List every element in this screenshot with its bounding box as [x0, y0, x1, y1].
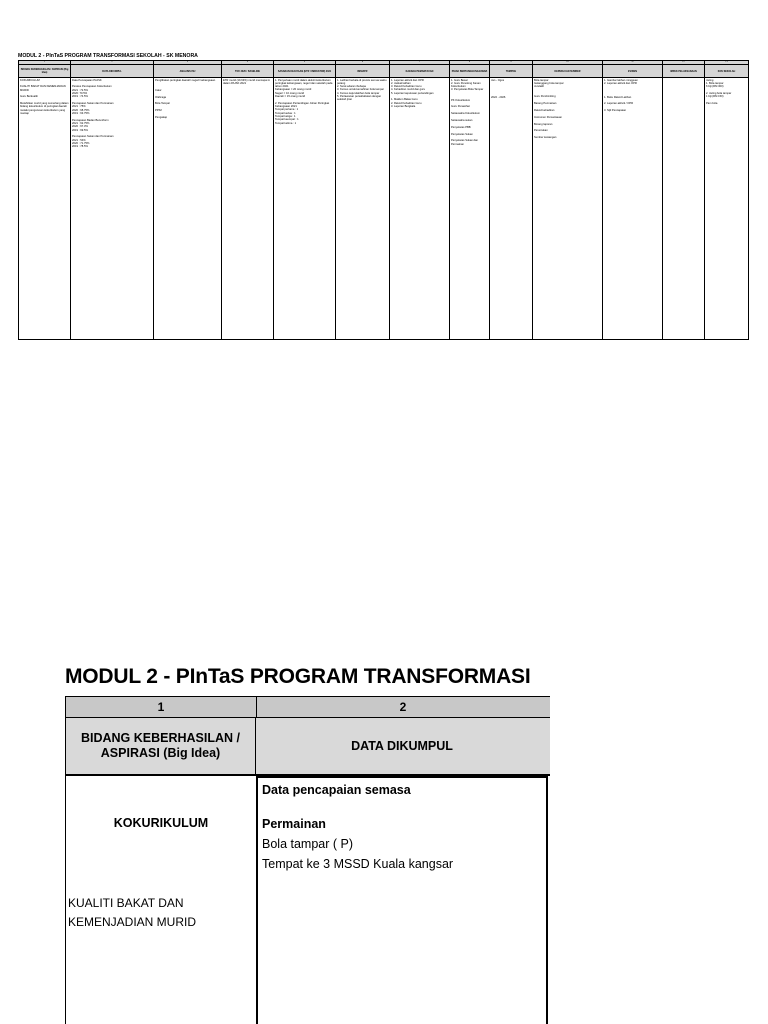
cell-text: Setiausaha Kokurikulum — [451, 112, 480, 116]
cell-text: Jan - Ogos — [491, 78, 505, 82]
cell-text: Daerah = 15 orang murid — [275, 94, 305, 98]
table-cell — [274, 78, 336, 340]
kualiti-label: KUALITI BAKAT DAN KEMENJADIAN MURID — [68, 896, 197, 929]
header-data-dikumpul: DATA DIKUMPUL — [255, 718, 548, 774]
column-header: ANALISIS ISU — [154, 65, 222, 78]
column-number: 13 — [705, 61, 749, 65]
cell-text: ETR murid (19.63%) murid mencapai A dalam PAJSK 2021 — [223, 78, 271, 85]
column-number: 12 — [663, 61, 705, 65]
cell-text: 2. Guru Penolong Kanan Kokurikulum — [451, 81, 482, 89]
cell-text: 3. Sijil Pencapaian — [604, 109, 627, 113]
cell-text: Borang laporan — [534, 122, 553, 126]
cell-text: Kebangsaan = 20 orang murid — [275, 88, 312, 92]
zoomed-title: MODUL 2 - PInTaS PROGRAM TRANSFORMASI — [65, 665, 531, 688]
column-header: DATA DIKUMPUL — [71, 65, 154, 78]
cell-text: 1. Guru Besar — [451, 78, 468, 82]
table-cell — [533, 78, 603, 340]
data-line: Data pencapaian semasa — [262, 783, 411, 797]
cell-text: Pam bola — [706, 101, 718, 105]
table-cell — [603, 78, 663, 340]
document-title: MODUL 2 - PInTaS PROGRAM TRANSFORMASI SEKOLAH - SK MENORA — [18, 53, 198, 59]
cell-text: Peratus Pencapaian Kokurikulum — [72, 85, 112, 89]
cell-text: 5. Laporan keputusan pertandingan — [391, 91, 434, 95]
cell-text: 2020 : 67.3% — [72, 125, 88, 129]
zoomed-view — [65, 662, 550, 1024]
cell-text: 1. Gambar latihan mingguan — [604, 78, 638, 82]
cell-text: 2021 : 54% — [72, 138, 86, 142]
cell-text: Guru Pembimbing — [534, 95, 556, 99]
cell-text: 2022 - 2026 — [491, 95, 506, 99]
cell-text: 2. Surat edaran ibubapa — [337, 85, 366, 89]
table-cell — [71, 78, 154, 340]
column-header: SASARAN KEJAYAAN (ETR / INDIKATOR) 2021 — [274, 65, 336, 78]
column-header: KEPERLUAN SUMBER — [533, 65, 603, 78]
cell-text: Bola Tampar — [155, 102, 171, 106]
cell-text: 2. Jaring bola tampar — [706, 91, 732, 95]
column-number: 2 — [256, 697, 549, 717]
cell-text: Penglibatan peringkat daerah/ negeri/ kebangsaan — [155, 78, 216, 82]
cell-text: 2020 : 68.75% — [72, 108, 90, 112]
cell-text: Guru Berkualiti — [20, 95, 38, 99]
zoomed-header-row — [65, 718, 550, 776]
cell-text: 2020 : 71.75% — [72, 141, 90, 145]
data-line: Bola tampar ( P) — [262, 837, 354, 851]
cell-text: 3. Kursus untuk kemahiran bola tampar — [337, 88, 384, 92]
cell-text: 1. Buku Rekod Latihan — [604, 95, 632, 99]
table-row — [19, 78, 749, 340]
table-cell — [490, 78, 533, 340]
cell-text: Pencapaian Sukan dan Permainan — [72, 135, 114, 139]
cell-text: 2020: 70.5% — [72, 91, 88, 95]
data-line: Permainan — [262, 817, 326, 831]
table-cell — [450, 78, 490, 340]
cell-text: 1. Bola tampar — [706, 81, 724, 85]
cell-text: Pencapaian Sukan dan Permainan — [72, 101, 114, 105]
table-cell — [154, 78, 222, 340]
cell-text: Tempat kelima : 1 — [275, 121, 297, 125]
cell-text: Penyelaras Sukan dan Permainan — [451, 139, 479, 146]
column-header: INISIATIF — [336, 65, 390, 78]
cell-text: Negeri = 10 orang murid — [275, 91, 305, 95]
cell-text: PK Kokurikulum — [451, 98, 471, 102]
cell-text: Olahraga — [155, 95, 167, 99]
cell-text: Instrumen Pemantauan — [534, 115, 562, 119]
column-header: IMPAK PELAKSANAAN — [663, 65, 705, 78]
cell-text: 1. Maklum Balas Guru — [391, 98, 418, 102]
column-number: 6 — [336, 61, 390, 65]
cell-text: Tempat pertama : 1 — [275, 108, 299, 112]
cell-text: Jurulatih — [534, 85, 545, 89]
data-line: Tempat ke 3 MSSD Kuala kangsar — [262, 857, 454, 871]
table-cell — [336, 78, 390, 340]
cell-text: 2019 : 63.75% — [72, 111, 90, 115]
column-number: 11 — [603, 61, 663, 65]
cell-text: Tempat ketiga : 1 — [275, 114, 296, 118]
data-line — [262, 800, 542, 814]
column-number: 10 — [533, 61, 603, 65]
cell-text: 2019 : 74.5% — [72, 95, 88, 99]
cell-text: 2. Jadual latihan — [391, 81, 411, 85]
cell-text: 5. Perlawanan persahabatan dengan sekolah jiran — [337, 94, 382, 102]
column-header: EVIDEN — [603, 65, 663, 78]
header-bidang-keberhasilan: BIDANG KEBERHASILAN / ASPIRASI (Big Idea) — [65, 718, 255, 774]
column-number: 5 — [274, 61, 336, 65]
cell-text: KUALITI BAKAT DAN KEMENJADIAN MURID — [20, 85, 67, 92]
cell-text: 2021 : 75% — [72, 105, 86, 109]
cell-text: 3. Laporan Bergkala — [391, 105, 416, 109]
cell-text: Penyelaras Sukan — [451, 132, 473, 136]
cell-text: 2021 : 72.5% — [72, 88, 88, 92]
column-header: PIHAK BERTANGGUNGJAWAB — [450, 65, 490, 78]
cell-text: 2. Laporan aktiviti dan OPR — [604, 81, 637, 85]
cell-text: Penyelaras PBB — [451, 125, 471, 129]
cell-text: Bola tampar — [534, 78, 549, 82]
cell-text: Tempat kedua : 1 — [275, 111, 296, 115]
cell-text: Gelanggang bola tampar — [534, 81, 564, 85]
cell-text: KOKURIKULUM — [20, 78, 40, 82]
table-cell — [19, 78, 71, 340]
column-number: 4 — [222, 61, 274, 65]
cell-text: 1. Laporan aktiviti dan OPR — [391, 78, 424, 82]
cell-text: 3. Penyelaras Bola Tampar — [451, 88, 484, 92]
column-number: 8 — [450, 61, 490, 65]
cell-text: 1. Penyertaan murid dalam aktiviti kokurikulum peringkat kebangsaan, negeri dan sekolah pada tahun 2021 — [275, 78, 334, 89]
cell-text: 1 biji (RM 150) — [706, 95, 724, 99]
column-number: 7 — [390, 61, 450, 65]
column-number: 1 — [65, 697, 256, 717]
column-header: KAEDAH PEMANTAUAN — [390, 65, 450, 78]
cell-text: Guru Penasihat — [451, 105, 470, 109]
zoomed-table — [65, 696, 550, 1024]
table-cell — [390, 78, 450, 340]
cell-text: Data Pencapaian PAJSK — [72, 78, 102, 82]
cell-text: 2. Laporan aktiviti / OPR — [604, 102, 634, 106]
column-number: 9 — [490, 61, 533, 65]
cell-text: Pengakap — [155, 115, 168, 119]
column-header: KOS SEKOLAH — [705, 65, 749, 78]
column-header: TOV 2020 / BASELINE — [222, 65, 274, 78]
column-header: BIDANG KEBERHASILAN / ASPIRASI (Big Idea) — [19, 65, 71, 78]
column-header: TEMPOH — [490, 65, 533, 78]
zoomed-body-row — [65, 776, 550, 1024]
cell-text: 6 biji (RM 300) — [706, 85, 724, 89]
cell-text: 2019 : 69.5% — [72, 128, 88, 132]
cell-text — [664, 79, 703, 83]
cell-text: Jaring — [706, 78, 714, 82]
column-number: 3 — [154, 61, 222, 65]
table-cell — [222, 78, 274, 340]
cell-text: 1. Latihan berkala di premis semua waktu petang — [337, 78, 388, 85]
cell-text: Melahirkan murid yang cemerlang dalam bidang kokurikulum di peringkat daerah melalui pengurusan kokurikulum yang mantap — [20, 102, 70, 116]
table-cell — [663, 78, 705, 340]
zoomed-cell-data — [256, 776, 548, 1024]
column-number: 2 — [71, 61, 154, 65]
cell-text: 2021 : 62.75% — [72, 121, 90, 125]
cell-text: 2. Rekod Kehadiran Guru — [391, 101, 422, 105]
cell-text: 4. Kursus kejurulatihan bola tampar — [337, 91, 380, 95]
cell-text: Peruntukan — [534, 129, 548, 133]
spreadsheet-overview — [18, 52, 748, 340]
column-number: 1 — [19, 61, 71, 65]
zoomed-number-row — [65, 696, 550, 718]
column-header-row — [19, 65, 749, 78]
table-cell — [705, 78, 749, 340]
cell-text: Sumber kewangan — [534, 136, 557, 140]
transformation-table — [18, 60, 749, 340]
cell-text: 2019 : 78.5% — [72, 145, 88, 149]
zoomed-cell-bidang — [65, 776, 256, 1024]
kokurikulum-label: KOKURIKULUM — [113, 816, 209, 830]
cell-text: Pencapaian Badan Beruniform — [72, 118, 109, 122]
cell-text: PPIM — [155, 109, 162, 113]
cell-text: Rekod kehadiran — [534, 108, 555, 112]
cell-text: 3. Rekod Kehadiran Guru — [391, 85, 422, 89]
cell-text: 4. Kehadiran murid dan guru — [391, 88, 426, 92]
cell-text: 2. Pencapaian Pertandingan Johan Peringkat Kebangsaan 2021 — [275, 101, 330, 109]
cell-text: Catur — [155, 88, 162, 92]
cell-text: Setiausaha sukan — [451, 119, 473, 123]
cell-text: Tempat keempat : 1 — [275, 118, 299, 122]
cell-text: Barang Permainan — [534, 102, 557, 106]
